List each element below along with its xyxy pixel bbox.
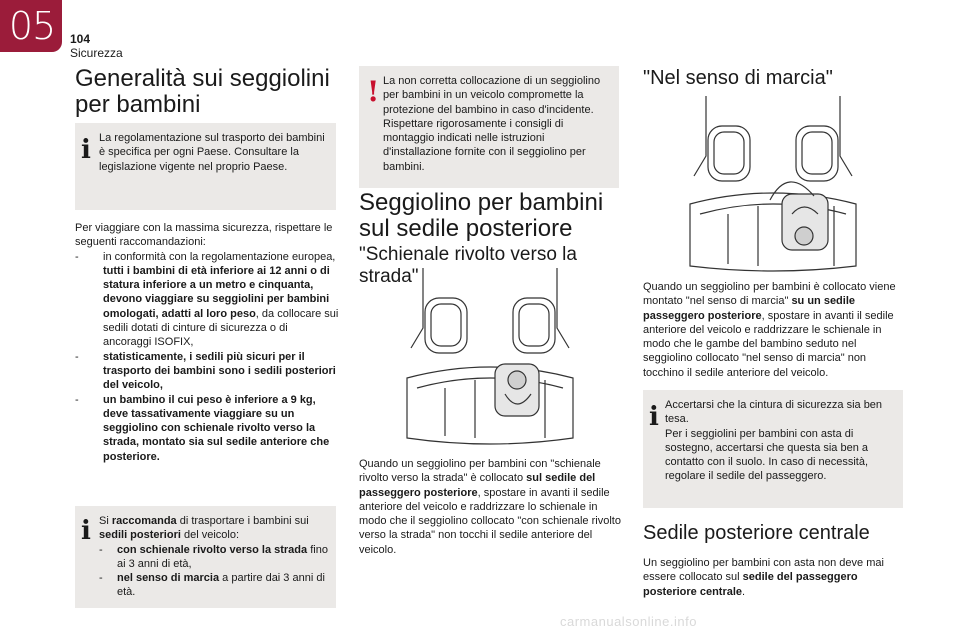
list-item bbox=[75, 350, 339, 393]
col2-title bbox=[359, 190, 629, 242]
bullet3-bold: un bambino il cui peso è inferiore a 9 kg, deve tassativamente viaggiare su un seggiolino con schienale rivolto verso la strada, montato sia sul sedile anteriore che posteriore. bbox=[103, 393, 330, 463]
list-dash: - bbox=[99, 572, 103, 585]
section-name: Sicurezza bbox=[70, 46, 123, 60]
center-seat-text-c: . bbox=[742, 585, 746, 598]
info-icon: i bbox=[81, 516, 91, 546]
recommend-item2-text: a partire dai 3 anni di età. bbox=[117, 572, 325, 599]
info-box-belt bbox=[643, 390, 903, 508]
col3-title bbox=[643, 521, 913, 545]
col1-intro: Per viaggiare con la massima sicurezza, rispettare le seguenti raccomandazioni: bbox=[75, 222, 333, 249]
page-number: 104 bbox=[70, 32, 91, 46]
bullet1-text: in conformità con la regolamentazione europea, bbox=[103, 250, 336, 263]
info-regulation-text: La regolamentazione sul trasporto dei bambini è specifica per ogni Paese. Consultare la legislazione vigente nel proprio Paese. bbox=[99, 132, 325, 173]
recommend-item1-bold: con schienale rivolto verso la strada bbox=[117, 543, 308, 556]
rear-facing-text-b: sul sedile del passeggero posteriore bbox=[359, 472, 596, 499]
list-dash: - bbox=[75, 250, 79, 263]
col1-title-line2: per bambini bbox=[75, 91, 201, 118]
list-item bbox=[99, 543, 331, 572]
forward-facing-subtitle: "Nel senso di marcia" bbox=[643, 67, 833, 89]
col2-title-line1: Seggiolino per bambini bbox=[359, 189, 604, 216]
col1-title-line1: Generalità sui seggiolini bbox=[75, 65, 330, 92]
recommend-text-c: di trasportare i bambini sui bbox=[176, 515, 309, 527]
list-dash: - bbox=[75, 350, 79, 363]
info-belt-text: Accertarsi che la cintura di sicurezza sia ben tesa. Per i seggiolini per bambini con asta di sostegno, accertarsi che questa sia ben a contatto con il suolo. In caso di necessità, regolare il sedile del passeggero. bbox=[665, 399, 883, 483]
col3-subtitle bbox=[643, 66, 913, 90]
rear-facing-seat-illustration bbox=[405, 268, 575, 448]
col1-title bbox=[75, 66, 345, 118]
warning-box bbox=[359, 66, 619, 188]
info-box-regulation bbox=[75, 123, 336, 210]
center-seat-text bbox=[643, 556, 905, 599]
recommend-text-a: Si bbox=[99, 515, 112, 527]
chapter-number: 05 bbox=[8, 4, 56, 48]
warning-icon: ! bbox=[367, 75, 380, 108]
list-item bbox=[75, 250, 339, 350]
recommend-text-e: del veicolo: bbox=[180, 529, 240, 542]
col1-body bbox=[75, 221, 339, 464]
info-icon: i bbox=[81, 135, 91, 165]
center-seat-title: Sedile posteriore centrale bbox=[643, 522, 870, 544]
rear-facing-text bbox=[359, 457, 621, 557]
rear-facing-text-c: , spostare in avanti il sedile anteriore del veicolo e raddrizzare lo schienale in modo che il seggiolino collocato "con schienale rivolto verso la strada" non tocchi il sedile anteriore del veicolo. bbox=[359, 486, 621, 556]
watermark: carmanualsonline.info bbox=[560, 614, 697, 629]
forward-facing-text-c: , spostare in avanti il sedile anteriore del veicolo e raddrizzare le schienale in modo che le gambe del bambino seduto nel seggiolino collocato "nel senso di marcia" non tocchino il sedile anteriore del veicolo. bbox=[643, 309, 894, 379]
recommend-item1-text: fino ai 3 anni di età, bbox=[117, 543, 328, 570]
list-dash: - bbox=[75, 393, 79, 406]
bullet1-bold: tutti i bambini di età inferiore ai 12 anni o di statura inferiore a un metro e cinquanta, devono viaggiare su seggiolini per bambini omologati, adatti al loro peso bbox=[103, 264, 330, 320]
rear-facing-text-a: Quando un seggiolino per bambini con "schienale rivolto verso la strada" è collocato bbox=[359, 458, 601, 485]
recommend-text-d: sedili posteriori bbox=[99, 529, 181, 542]
center-seat-text-a: Un seggiolino per bambini con asta non deve mai essere collocato sul bbox=[643, 557, 884, 584]
forward-facing-seat-illustration bbox=[688, 96, 858, 274]
recommend-text-b: raccomanda bbox=[111, 515, 177, 527]
center-seat-text-b: sedile del passeggero posteriore centrale bbox=[643, 571, 858, 598]
forward-facing-text bbox=[643, 280, 905, 380]
bullet1-text-end: , da collocare sui sedili dotati di cinture di sicurezza o di ancoraggi ISOFIX, bbox=[103, 307, 339, 349]
rear-facing-subtitle: "Schienale rivolto verso la strada" bbox=[359, 244, 577, 287]
info-icon: i bbox=[649, 402, 659, 432]
list-item bbox=[99, 571, 331, 600]
warning-text: La non corretta collocazione di un seggiolino per bambini in un veicolo compromette la protezione del bambino in caso d'incidente. Rispettare rigorosamente i consigli di montaggio indicati nelle istruzioni d'installazione fornite con il seggiolino per bambini. bbox=[383, 75, 601, 173]
forward-facing-text-a: Quando un seggiolino per bambini è collocato viene montato "nel senso di marcia" bbox=[643, 281, 896, 308]
list-dash: - bbox=[99, 543, 103, 556]
col2-title-line2: sul sedile posteriore bbox=[359, 215, 573, 242]
info-box-recommend bbox=[75, 506, 336, 608]
bullet2-bold: statisticamente, i sedili più sicuri per il trasporto dei bambini sono i sedili posteriori del veicolo, bbox=[103, 350, 336, 392]
info-recommend-text bbox=[99, 514, 331, 600]
recommend-item2-bold: nel senso di marcia bbox=[117, 572, 220, 585]
list-item bbox=[75, 393, 339, 464]
forward-facing-text-b: su un sedile passeggero posteriore bbox=[643, 295, 856, 322]
